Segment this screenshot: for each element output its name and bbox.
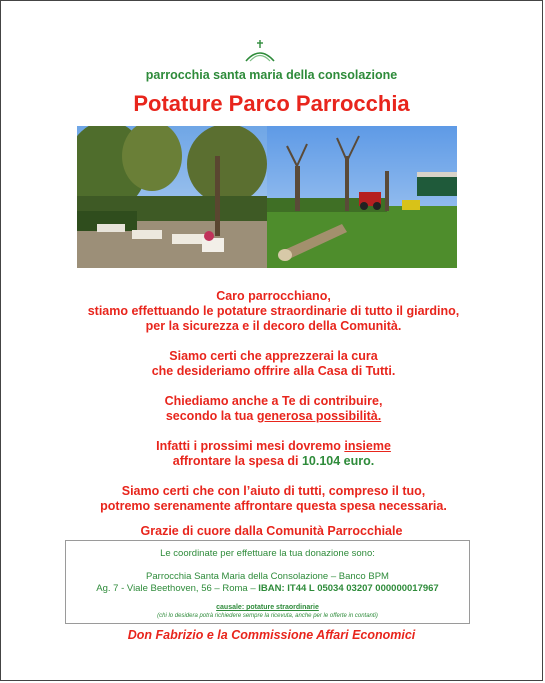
- letter-line: [21, 409, 526, 424]
- garden-benches-trees-photo: [77, 126, 267, 268]
- letter-text: affrontare la spesa di: [172, 454, 302, 468]
- bank-address: [66, 583, 469, 594]
- page-title: Potature Parco Parrocchia: [133, 91, 410, 116]
- letter-body: [21, 289, 526, 514]
- letter-line: Chiediamo anche a Te di contribuire,: [164, 394, 383, 408]
- letter-text: Infatti i prossimi mesi dovremo: [156, 439, 345, 453]
- pruned-trees-tractor-photo: [267, 126, 457, 268]
- letter-paragraph: [21, 289, 526, 334]
- letter-text: secondo la tua: [165, 409, 257, 423]
- closing-line: Grazie di cuore dalla Comunità Parrocchiale: [140, 524, 403, 538]
- letter-line: [21, 439, 526, 454]
- underlined-text: insieme: [344, 439, 391, 453]
- letter-paragraph: [21, 439, 526, 469]
- letter-line: stiamo effettuando le potature straordinarie di tutto il giardino,: [87, 304, 460, 318]
- letter-line: Siamo certi che apprezzerai la cura: [169, 349, 378, 363]
- beneficiary: Parrocchia Santa Maria della Consolazione – Banco BPM: [146, 571, 389, 582]
- signature: Don Fabrizio e la Commissione Affari Economici: [127, 628, 416, 642]
- underlined-text: generosa possibilità.: [256, 409, 382, 423]
- photo-strip: [77, 126, 457, 268]
- iban-text: IBAN: IT44 L 05034 03207 000000017967: [258, 583, 439, 594]
- letter-line: [21, 454, 526, 469]
- letter-paragraph: [21, 484, 526, 514]
- letter-paragraph: [21, 394, 526, 424]
- donation-box: [65, 540, 470, 624]
- letter-line: per la sicurezza e il decoro della Comunità.: [145, 319, 402, 333]
- letter-paragraph: [21, 349, 526, 379]
- letter-line: Siamo certi che con l’aiuto di tutti, compreso il tuo,: [121, 484, 426, 498]
- letter-line: che desideriamo offrire alla Casa di Tutti.: [151, 364, 396, 378]
- causale: causale: potature straordinarie: [216, 604, 319, 611]
- donation-intro: Le coordinate per effettuare la tua donazione sono:: [160, 548, 375, 559]
- parish-name: parrocchia santa maria della consolazione: [145, 68, 398, 82]
- address-text: Ag. 7 - Viale Beethoven, 56 – Roma –: [96, 583, 259, 594]
- receipt-note: (chi lo desidera potrà richiedere sempre la ricevuta, anche per le offerte in contanti): [157, 613, 378, 619]
- amount-text: 10.104 euro.: [301, 454, 375, 468]
- church-roof-cross-icon: [245, 39, 275, 63]
- letter-line: potremo serenamente affrontare questa spesa necessaria.: [100, 499, 447, 513]
- letter-line: Caro parrocchiano,: [216, 289, 331, 303]
